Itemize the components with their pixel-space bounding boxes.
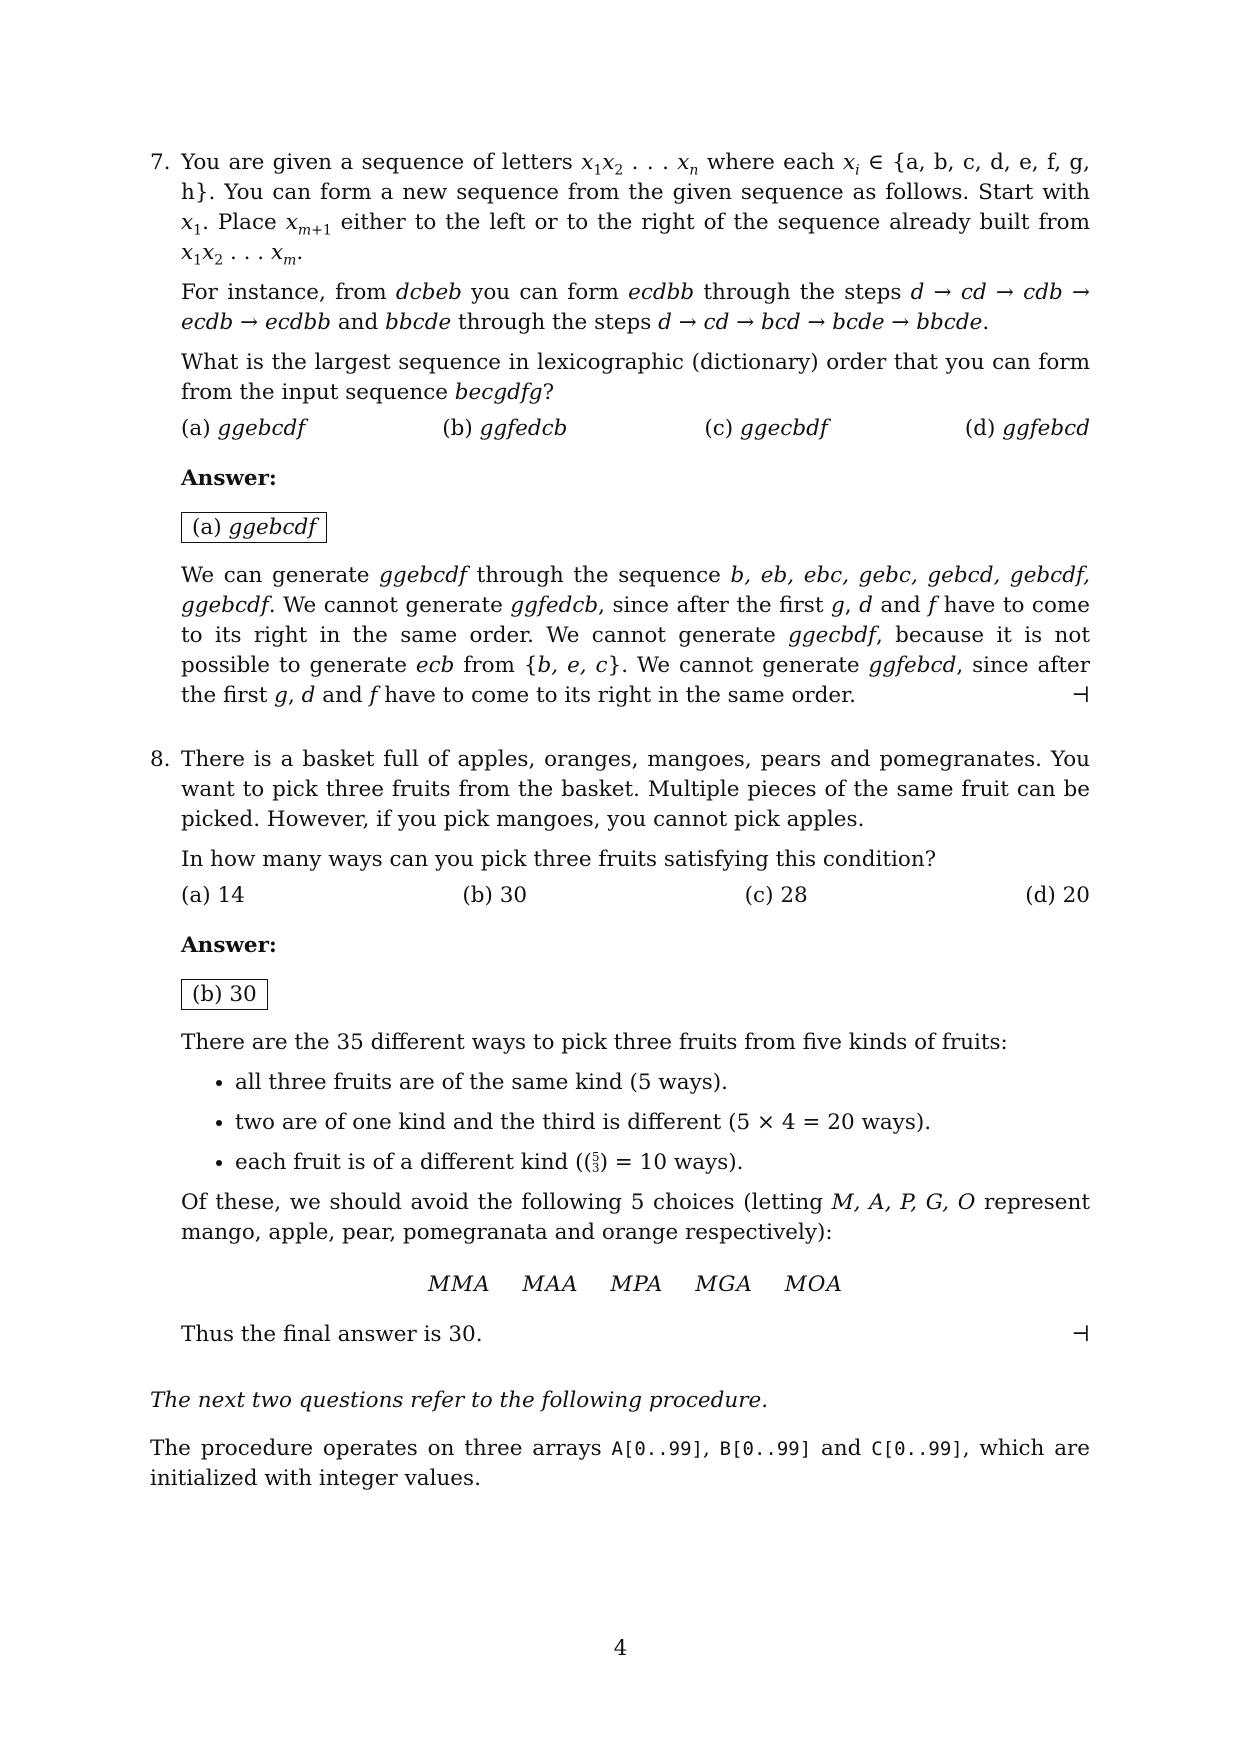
question-number: 7.: [150, 150, 171, 175]
binomial: 5 3: [591, 1150, 600, 1175]
option-d: (d) ggfebcd: [964, 416, 1090, 441]
section-note: The next two questions refer to the following procedure.: [150, 1388, 769, 1413]
option-d: (d) 20: [1025, 883, 1090, 908]
procedure-text: The procedure operates on three arrays A[0..99], B[0..99] and C[0..99], which are initialized with integer values.: [150, 1436, 1091, 1491]
option-a: (a) ggebcdf: [181, 416, 306, 441]
list-item: • each fruit is of a different kind ((5 3) = 10 ways).: [235, 1148, 1090, 1178]
question-intro: There is a basket full of apples, oranges, mangoes, pears and pomegranates. You want to pick three fruits from the basket. Multiple pieces of the same fruit can be picked. However, if you pick mangoes, you cannot pick apples.: [181, 747, 1090, 832]
question-8: [150, 745, 1090, 1350]
option-b: (b) 30: [462, 883, 528, 908]
display-equation: MMA MAA MPA MGA MOA: [428, 1272, 843, 1297]
option-a: (a) 14: [181, 883, 245, 908]
option-c: (c) ggecbdf: [704, 416, 828, 441]
answer-box: (b) 30: [181, 979, 268, 1010]
qed-symbol: ⊣: [1071, 683, 1090, 708]
page-number: 4: [613, 1636, 628, 1661]
final-answer: Thus the final answer is 30. ⊣: [181, 1320, 1090, 1350]
question-text: In how many ways can you pick three fruits satisfying this condition?: [181, 847, 937, 872]
question-example: For instance, from dcbeb you can form ecdbb through the steps d → cd → cdb → ecdb → ecdbb and bbcde through the steps d → cd → bcd → bcde → bbcde.: [181, 280, 1090, 335]
option-c: (c) 28: [744, 883, 808, 908]
options-row: [181, 414, 1090, 444]
avoid-text: Of these, we should avoid the following 5 choices (letting M, A, P, G, O represent mango, apple, pear, pomegranata and orange respectively):: [181, 1190, 1091, 1245]
answer-heading: Answer:: [181, 466, 277, 491]
qed-symbol: ⊣: [1071, 1322, 1090, 1347]
options-row: [181, 881, 1090, 911]
answer-heading: Answer:: [181, 933, 277, 958]
option-b: (b) ggfedcb: [442, 416, 568, 441]
question-intro: You are given a sequence of letters $x_1x_2$ . . . $x_n$ where each $x_i$ ∈ {a, b, c, d, e, f, g, h}. You can form a new sequence from the given sequence as follows. Start with $x_1$. Place $x_{m+1}$ either to the left or to the right of the sequence already built from $x_1x_2$ . . . $x_m$.: [181, 150, 1091, 269]
question-text: What is the largest sequence in lexicographic (dictionary) order that you can form from the input sequence becgdfg?: [181, 350, 1090, 405]
question-number: 8.: [150, 747, 171, 772]
answer-explanation: We can generate ggebcdf through the sequence b, eb, ebc, gebc, gebcd, gebcdf, ggebcdf. We cannot generate ggfedcb, since after the first g, d and f have to come to its right in the same order. We cannot generate ggecbdf, because it is not possible to generate ecb from {b, e, c}. We cannot generate ggfebcd, since after the first g, d and f have to come to its right in the same order. ⊣: [181, 561, 1090, 711]
question-7: [150, 148, 1090, 711]
bullet-list: [181, 1068, 1090, 1178]
answer-box: (a) ggebcdf: [181, 512, 327, 543]
list-item: • all three fruits are of the same kind (5 ways).: [235, 1068, 1090, 1098]
page-content: [150, 148, 1090, 1494]
explanation-intro: There are the 35 different ways to pick three fruits from five kinds of fruits:: [181, 1030, 1008, 1055]
list-item: • two are of one kind and the third is different (5 × 4 = 20 ways).: [235, 1108, 1090, 1138]
